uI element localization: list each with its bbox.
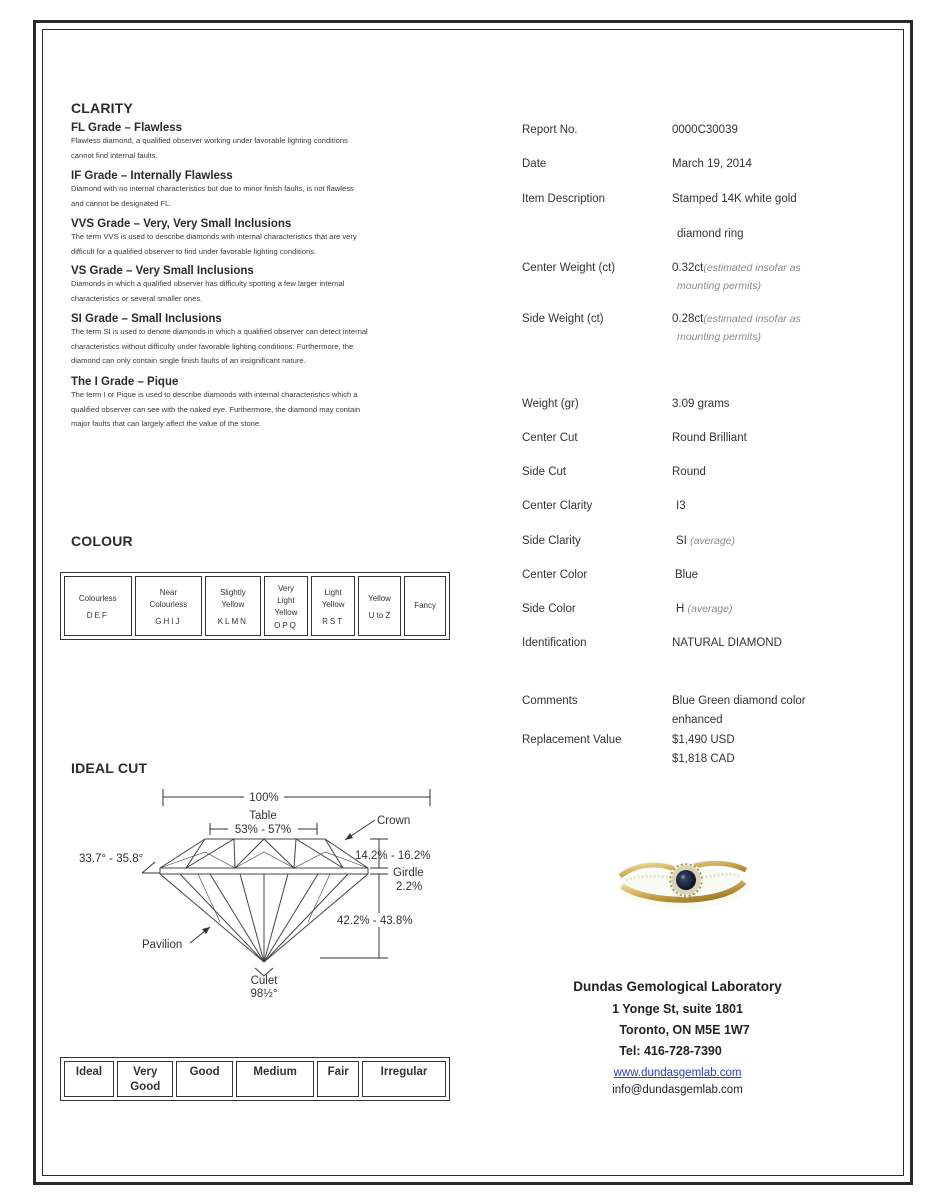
clarity-grade-vs bbox=[71, 265, 451, 306]
grade-heading: SI Grade – Small Inclusions bbox=[71, 313, 222, 325]
girdle-label: Girdle bbox=[393, 867, 424, 879]
colour-cell bbox=[205, 576, 260, 636]
side-clarity-label: Side Clarity bbox=[522, 535, 581, 547]
culet-label: Culet bbox=[250, 975, 278, 987]
side-weight-note-line2: mounting permits) bbox=[677, 331, 762, 343]
colour-letters: U to Z bbox=[368, 610, 391, 620]
side-weight-label: Side Weight (ct) bbox=[522, 313, 604, 325]
side-color-note: (average) bbox=[687, 603, 733, 615]
cut-grade-label: Good bbox=[130, 1081, 161, 1093]
item-description-line1: Stamped 14K white gold bbox=[672, 193, 797, 205]
grade-heading: FL Grade – Flawless bbox=[71, 122, 183, 134]
cut-grade-label: Ideal bbox=[75, 1066, 103, 1078]
side-cut-value: Round bbox=[672, 466, 706, 478]
cut-grade-cell bbox=[117, 1061, 173, 1097]
cut-grade-cell bbox=[317, 1061, 359, 1097]
grade-desc-line: Flawless diamond, a qualified observer working under favorable lighting conditions bbox=[71, 136, 348, 145]
side-color-value bbox=[676, 603, 732, 615]
total-width-label: 100% bbox=[249, 792, 279, 804]
grade-desc-line: diamond can only contain single finish faults of an insignificant nature. bbox=[71, 356, 306, 365]
date-value: March 19, 2014 bbox=[672, 158, 752, 170]
colour-cell bbox=[311, 576, 354, 636]
grade-desc-line: The term I or Pique is used to describe diamonds with internal characteristics which a bbox=[71, 390, 358, 399]
side-weight-note: (estimated insofar as bbox=[703, 313, 801, 325]
cut-grade-label: Fair bbox=[327, 1066, 349, 1078]
comments-label: Comments bbox=[522, 695, 578, 707]
grade-desc-line: Diamond with no internal characteristics but due to minor finish faults, is not flawless bbox=[71, 184, 354, 193]
crown-label: Crown bbox=[377, 815, 411, 827]
center-weight-value bbox=[672, 262, 801, 274]
clarity-grade-if bbox=[71, 170, 451, 211]
lab-email: info@dundasgemlab.com bbox=[612, 1084, 743, 1096]
pavilion-label: Pavilion bbox=[142, 939, 183, 951]
ideal-cut-title: IDEAL CUT bbox=[71, 760, 148, 776]
colour-letters: DEF bbox=[86, 610, 109, 620]
girdle-value: 2.2% bbox=[396, 881, 423, 893]
identification-value: NATURAL DIAMOND bbox=[672, 637, 782, 649]
clarity-grade-si bbox=[71, 313, 451, 369]
clarity-title: CLARITY bbox=[71, 100, 134, 116]
grade-desc-line: Diamonds in which a qualified observer has difficulty spotting a few larger internal bbox=[71, 279, 345, 288]
colour-name: Yellow bbox=[221, 599, 245, 609]
side-clarity-grade: SI bbox=[676, 535, 687, 547]
side-weight-number: 0.28ct bbox=[672, 313, 704, 325]
comments-line2: enhanced bbox=[672, 714, 723, 726]
crown-arrowhead bbox=[345, 833, 353, 840]
grade-desc-line: difficult for a qualified observer to find under favorable lighting conditions. bbox=[71, 246, 317, 256]
comments-line1: Blue Green diamond color bbox=[672, 695, 806, 707]
center-weight-number: 0.32ct bbox=[672, 262, 704, 274]
colour-name: Colourless bbox=[149, 599, 188, 609]
colour-letters: GHIJ bbox=[155, 616, 182, 626]
colour-name: Light bbox=[277, 595, 295, 605]
grade-heading: The I Grade – Pique bbox=[71, 376, 179, 388]
colour-name: Colourless bbox=[78, 593, 117, 603]
ring-photo bbox=[612, 842, 752, 922]
cut-grade-label: Medium bbox=[253, 1066, 297, 1078]
grade-desc-line: The term VVS is used to describe diamonds with internal characteristics that are very bbox=[71, 232, 357, 241]
lab-website-wrap bbox=[520, 1065, 835, 1079]
table-label: Table bbox=[249, 810, 277, 822]
date-label: Date bbox=[522, 158, 547, 170]
center-weight-label: Center Weight (ct) bbox=[522, 262, 616, 274]
lab-address-line2: Toronto, ON M5E 1W7 bbox=[619, 1023, 750, 1037]
colour-cell bbox=[358, 576, 401, 636]
grade-desc-line: characteristics or several smaller ones. bbox=[71, 293, 203, 303]
crown-angle-label: 33.7° - 35.8° bbox=[79, 853, 144, 865]
center-color-label: Center Color bbox=[522, 569, 588, 581]
colour-name: Near bbox=[159, 587, 178, 597]
side-clarity-value bbox=[676, 535, 735, 547]
colour-name: Yellow bbox=[321, 599, 345, 609]
clarity-grade-vvs bbox=[71, 218, 451, 259]
weight-label: Weight (gr) bbox=[522, 398, 579, 410]
cut-grade-cell bbox=[176, 1061, 232, 1097]
stone-highlight bbox=[681, 875, 685, 879]
clarity-grade-fl bbox=[71, 122, 451, 163]
culet-value: 98½° bbox=[250, 988, 278, 1000]
grade-desc-line: major faults that can largely affect the value of the stone. bbox=[71, 419, 262, 428]
lab-phone: Tel: 416-728-7390 bbox=[619, 1044, 722, 1058]
side-color-label: Side Color bbox=[522, 603, 576, 615]
grade-desc-line: The term SI is used to denote diamonds in which a qualified observer can detect internal bbox=[71, 327, 368, 336]
grade-desc-line: cannot find internal faults. bbox=[71, 150, 158, 160]
colour-name: Slightly bbox=[219, 587, 246, 597]
cut-grade-label: Very bbox=[133, 1066, 158, 1078]
crown-height-label: 14.2% - 16.2% bbox=[355, 850, 431, 862]
lab-website-link[interactable]: www.dundasgemlab.com bbox=[613, 1067, 742, 1079]
colour-cell bbox=[404, 576, 446, 636]
grade-heading: VVS Grade – Very, Very Small Inclusions bbox=[71, 218, 292, 230]
lab-address-line1: 1 Yonge St, suite 1801 bbox=[612, 1002, 743, 1016]
center-stone bbox=[676, 870, 696, 890]
grade-desc-line: qualified observer can see with the naked eye. Furthermore, the diamond may contain bbox=[71, 404, 361, 414]
cut-grade-label: Irregular bbox=[380, 1066, 428, 1078]
colour-cell bbox=[135, 576, 203, 636]
center-clarity-label: Center Clarity bbox=[522, 500, 593, 512]
colour-cell bbox=[64, 576, 132, 636]
grade-heading: VS Grade – Very Small Inclusions bbox=[71, 265, 254, 277]
colour-name: Light bbox=[324, 587, 342, 597]
center-clarity-value: I3 bbox=[676, 500, 686, 512]
center-cut-label: Center Cut bbox=[522, 432, 578, 444]
clarity-grade-i bbox=[71, 376, 451, 432]
colour-name: Yellow bbox=[368, 593, 391, 603]
center-weight-note: (estimated insofar as bbox=[703, 262, 801, 274]
diamond-cut-diagram bbox=[70, 782, 450, 1007]
colour-cell bbox=[264, 576, 309, 636]
cut-grade-cell bbox=[362, 1061, 446, 1097]
item-description-line2: diamond ring bbox=[677, 228, 744, 240]
side-color-grade: H bbox=[676, 603, 685, 615]
colour-letters: KLMN bbox=[217, 616, 248, 626]
center-weight-note-line2: mounting permits) bbox=[677, 280, 762, 292]
colour-title: COLOUR bbox=[71, 533, 133, 549]
item-description-label: Item Description bbox=[522, 193, 606, 205]
grade-desc-line: and cannot be designated FL. bbox=[71, 198, 172, 208]
colour-name: Very bbox=[277, 583, 294, 593]
cut-grade-cell bbox=[236, 1061, 315, 1097]
lab-name: Dundas Gemological Laboratory bbox=[573, 979, 782, 994]
center-color-value: Blue bbox=[675, 569, 699, 581]
replacement-value-label: Replacement Value bbox=[522, 734, 622, 746]
colour-letters: OPQ bbox=[274, 620, 298, 630]
side-clarity-note: (average) bbox=[690, 535, 736, 547]
replacement-usd: $1,490 USD bbox=[672, 734, 735, 746]
side-cut-label: Side Cut bbox=[522, 466, 567, 478]
center-cut-value: Round Brilliant bbox=[672, 432, 747, 444]
colour-letters: RST bbox=[322, 616, 345, 626]
report-no-label: Report No. bbox=[522, 124, 578, 136]
grade-desc-line: characteristics without difficulty under favorable lighting conditions. Furthermore, the bbox=[71, 341, 354, 351]
pavilion-depth-label: 42.2% - 43.8% bbox=[337, 915, 413, 927]
side-weight-value bbox=[672, 313, 801, 325]
report-no-value: 0000C30039 bbox=[672, 124, 738, 136]
colour-scale-table bbox=[60, 572, 450, 640]
colour-name: Yellow bbox=[274, 607, 298, 617]
cut-grade-cell bbox=[64, 1061, 114, 1097]
identification-label: Identification bbox=[522, 637, 587, 649]
crown-angle-ray bbox=[142, 862, 155, 873]
replacement-cad: $1,818 CAD bbox=[672, 753, 735, 765]
colour-name: Fancy bbox=[414, 601, 437, 610]
grade-heading: IF Grade – Internally Flawless bbox=[71, 170, 233, 182]
weight-value: 3.09 grams bbox=[672, 398, 730, 410]
cut-grade-label: Good bbox=[189, 1066, 220, 1078]
table-range-label: 53% - 57% bbox=[234, 824, 292, 836]
diamond-outline bbox=[160, 839, 368, 962]
cut-grade-table bbox=[60, 1057, 450, 1101]
